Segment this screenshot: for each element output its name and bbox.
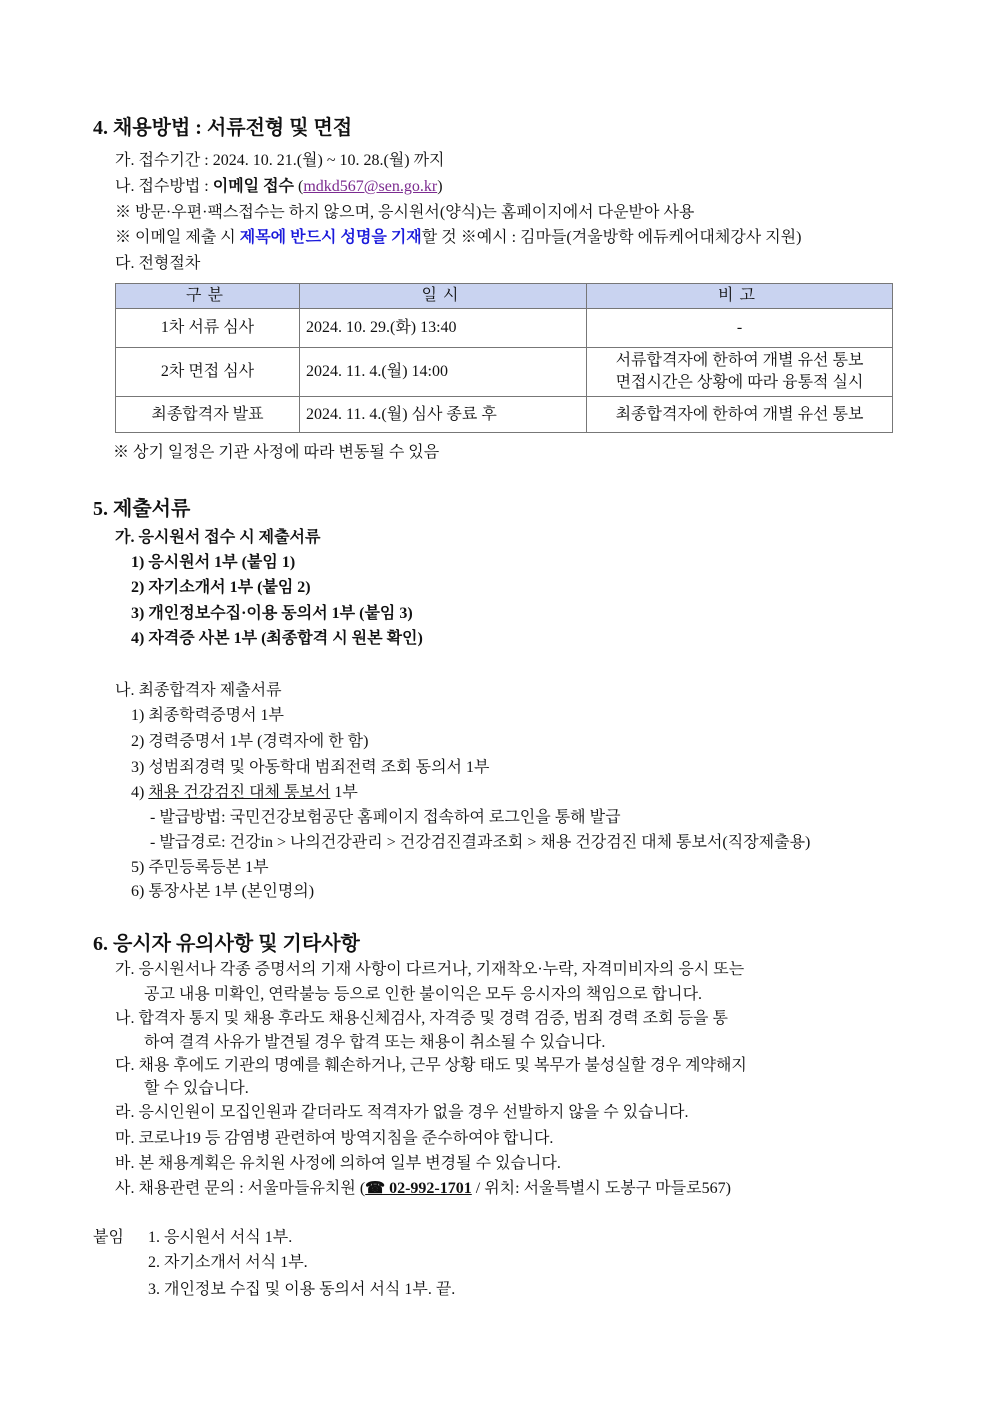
notice-line: 할 수 있습니다. — [144, 1080, 249, 1097]
text: ※ 이메일 제출 시 — [115, 229, 240, 246]
table-row — [116, 397, 893, 433]
cell-line: 서류합격자에 한하여 개별 유선 통보 — [615, 352, 864, 369]
list-item: 3) 성범죄경력 및 아동학대 범죄전력 조회 동의서 1부 — [131, 759, 490, 776]
cell: 2024. 10. 29.(화) 13:40 — [300, 309, 587, 348]
notice-line: 다. 채용 후에도 기관의 명예를 훼손하거나, 근무 상황 태도 및 복무가 불성실할 경우 계약해지 — [115, 1057, 747, 1074]
section-4-title: 4. 채용방법 : 서류전형 및 면접 — [93, 117, 353, 139]
list-item: 1) 최종학력증명서 1부 — [131, 707, 284, 724]
email-link[interactable]: mdkd567@sen.go.kr — [303, 178, 438, 195]
cell — [587, 348, 893, 397]
table-note: ※ 상기 일정은 기관 사정에 따라 변동될 수 있음 — [113, 444, 440, 461]
notice-line: 라. 응시인원이 모집인원과 같더라도 적격자가 없을 경우 선발하지 않을 수 있습니다. — [115, 1104, 689, 1121]
paren: ) — [437, 178, 443, 195]
attachment-item: 3. 개인정보 수집 및 이용 동의서 서식 1부. 끝. — [148, 1281, 456, 1298]
notice-line: 마. 코로나19 등 감염병 관련하여 방역지침을 준수하여야 합니다. — [115, 1130, 554, 1147]
table-header-row — [116, 284, 893, 309]
application-method — [115, 177, 443, 197]
sub-heading: 가. 응시원서 접수 시 제출서류 — [115, 529, 321, 546]
list-item: 4) 자격증 사본 1부 (최종합격 시 원본 확인) — [131, 630, 423, 647]
application-period — [115, 151, 445, 171]
cell: 1차 서류 심사 — [116, 309, 300, 348]
list-item: 3) 개인정보수집·이용 동의서 1부 (붙임 3) — [131, 605, 413, 622]
selection-schedule-table — [115, 283, 893, 433]
header-remarks: 비고 — [587, 284, 893, 309]
list-item: 6) 통장사본 1부 (본인명의) — [131, 883, 315, 900]
paren: ( — [294, 178, 304, 195]
cell-line: 면접시간은 상황에 따라 융통적 실시 — [615, 374, 864, 391]
cell: 2024. 11. 4.(월) 심사 종료 후 — [300, 397, 587, 433]
list-item: 2) 자기소개서 1부 (붙임 2) — [131, 579, 311, 596]
notice-line: 바. 본 채용계획은 유치원 사정에 의하여 일부 변경될 수 있습니다. — [115, 1155, 561, 1172]
list-item — [131, 783, 358, 803]
section-5-title: 5. 제출서류 — [93, 498, 191, 520]
underlined-text: 채용 건강검진 대체 통보서 — [148, 784, 331, 801]
sub-item: - 발급경로: 건강in > 나의건강관리 > 건강검진결과조회 > 채용 건강검진 대체 통보서(직장제출용) — [150, 834, 811, 851]
selection-procedure-label: 다. 전형절차 — [115, 255, 201, 272]
contact-line — [115, 1179, 731, 1199]
notice-line: 하여 결격 사유가 발견될 경우 합격 또는 채용이 취소될 수 있습니다. — [144, 1034, 606, 1051]
header-datetime: 일시 — [300, 284, 587, 309]
notice-line: 가. 응시원서나 각종 증명서의 기재 사항이 다르거나, 기재착오·누락, 자격미비자의 응시 또는 — [115, 961, 745, 978]
list-item: 5) 주민등록등본 1부 — [131, 859, 269, 876]
emphasis-text: 제목에 반드시 성명을 기재 — [239, 229, 422, 246]
attachment-item: 2. 자기소개서 서식 1부. — [148, 1254, 308, 1271]
cell: - — [587, 309, 893, 348]
note-email-subject — [115, 228, 801, 248]
attachment-item: 1. 응시원서 서식 1부. — [148, 1229, 293, 1246]
text: 4) — [131, 784, 149, 801]
label: 나. 접수방법 : — [115, 178, 213, 195]
cell: 2024. 11. 4.(월) 14:00 — [300, 348, 587, 397]
application-period-text: 가. 접수기간 : 2024. 10. 21.(월) ~ 10. 28.(월) 까지 — [115, 152, 445, 169]
cell: 2차 면접 심사 — [116, 348, 300, 397]
text: 1부 — [330, 784, 358, 801]
sub-heading: 나. 최종합격자 제출서류 — [115, 682, 282, 699]
table-row — [116, 309, 893, 348]
attachment-label: 붙임 — [93, 1229, 124, 1246]
note-no-visit: ※ 방문·우편·팩스접수는 하지 않으며, 응시원서(양식)는 홈페이지에서 다운받아 사용 — [115, 204, 695, 221]
notice-line: 공고 내용 미확인, 연락불능 등으로 인한 불이익은 모두 응시자의 책임으로 합니다. — [144, 986, 703, 1003]
text: 할 것 ※예시 : 김마들(겨울방학 에듀케어대체강사 지원) — [421, 229, 802, 246]
list-item: 2) 경력증명서 1부 (경력자에 한 함) — [131, 733, 369, 750]
notice-line: 나. 합격자 통지 및 채용 후라도 채용신체검사, 자격증 및 경력 검증, 범죄 경력 조회 등을 통 — [115, 1010, 728, 1027]
section-6-title: 6. 응시자 유의사항 및 기타사항 — [93, 933, 360, 955]
text: 사. 채용관련 문의 : 서울마들유치원 ( — [115, 1180, 366, 1197]
text: / 위치: 서울특별시 도봉구 마들로567) — [471, 1180, 731, 1197]
list-item: 1) 응시원서 1부 (붙임 1) — [131, 554, 296, 571]
sub-item: - 발급방법: 국민건강보험공단 홈페이지 접속하여 로그인을 통해 발급 — [150, 809, 621, 826]
cell: 최종합격자 발표 — [116, 397, 300, 433]
phone-number[interactable]: ☎ 02-992-1701 — [365, 1180, 472, 1197]
method-bold: 이메일 접수 — [212, 178, 295, 195]
table-row — [116, 348, 893, 397]
header-category: 구분 — [116, 284, 300, 309]
cell: 최종합격자에 한하여 개별 유선 통보 — [587, 397, 893, 433]
